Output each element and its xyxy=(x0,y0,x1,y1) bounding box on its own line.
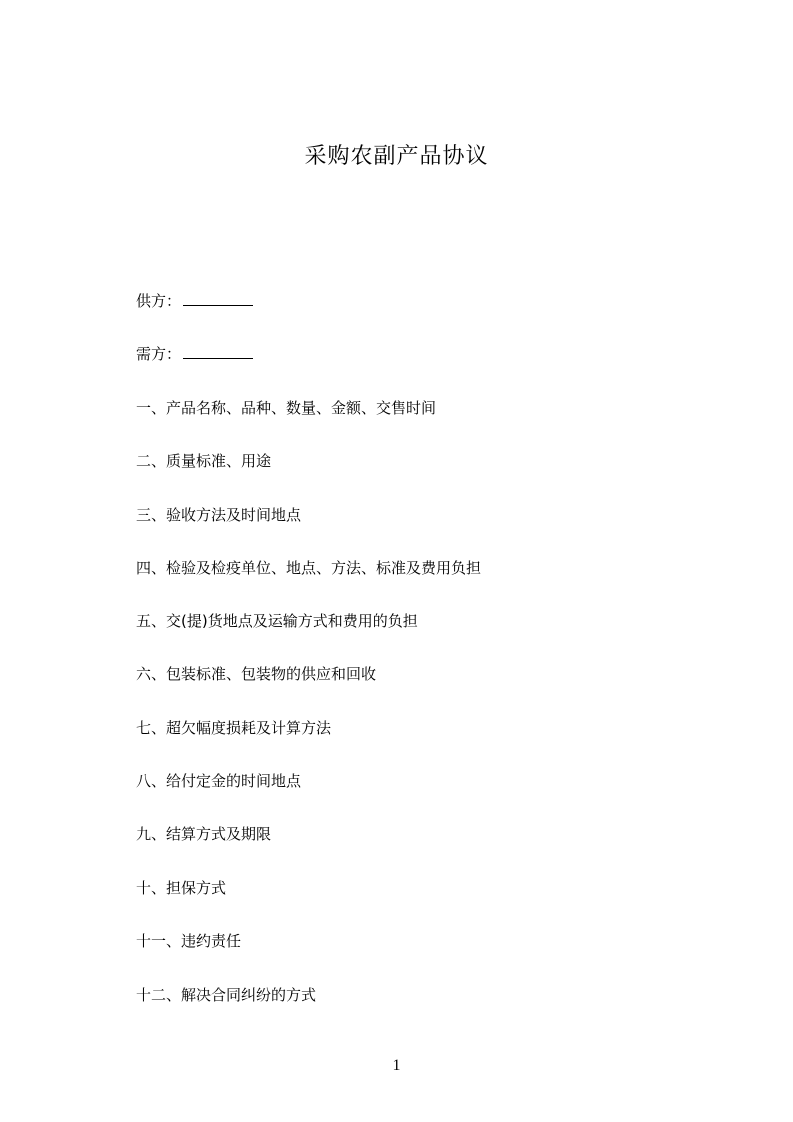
section-heading-8: 八、给付定金的时间地点 xyxy=(136,772,302,790)
section-heading-5: 五、交(提)货地点及运输方式和费用的负担 xyxy=(136,612,418,630)
supplier-line xyxy=(136,291,253,311)
buyer-blank xyxy=(183,344,253,359)
section-heading-4: 四、检验及检疫单位、地点、方法、标准及费用负担 xyxy=(136,559,482,577)
section-heading-2: 二、质量标准、用途 xyxy=(136,452,272,470)
supplier-label: 供方： xyxy=(136,292,182,310)
section-heading-3: 三、验收方法及时间地点 xyxy=(136,506,302,524)
buyer-label: 需方： xyxy=(136,345,182,363)
section-heading-12: 十二、解决合同纠纷的方式 xyxy=(136,986,317,1004)
page-number: 1 xyxy=(392,1057,401,1074)
section-heading-7: 七、超欠幅度损耗及计算方法 xyxy=(136,719,332,737)
section-heading-11: 十一、违约责任 xyxy=(136,932,242,950)
document-title: 采购农副产品协议 xyxy=(304,144,489,169)
section-heading-10: 十、担保方式 xyxy=(136,879,227,897)
section-heading-1: 一、产品名称、品种、数量、金额、交售时间 xyxy=(136,399,437,417)
buyer-line xyxy=(136,344,253,364)
section-heading-9: 九、结算方式及期限 xyxy=(136,825,272,843)
section-heading-6: 六、包装标准、包装物的供应和回收 xyxy=(136,665,377,683)
supplier-blank xyxy=(183,291,253,306)
